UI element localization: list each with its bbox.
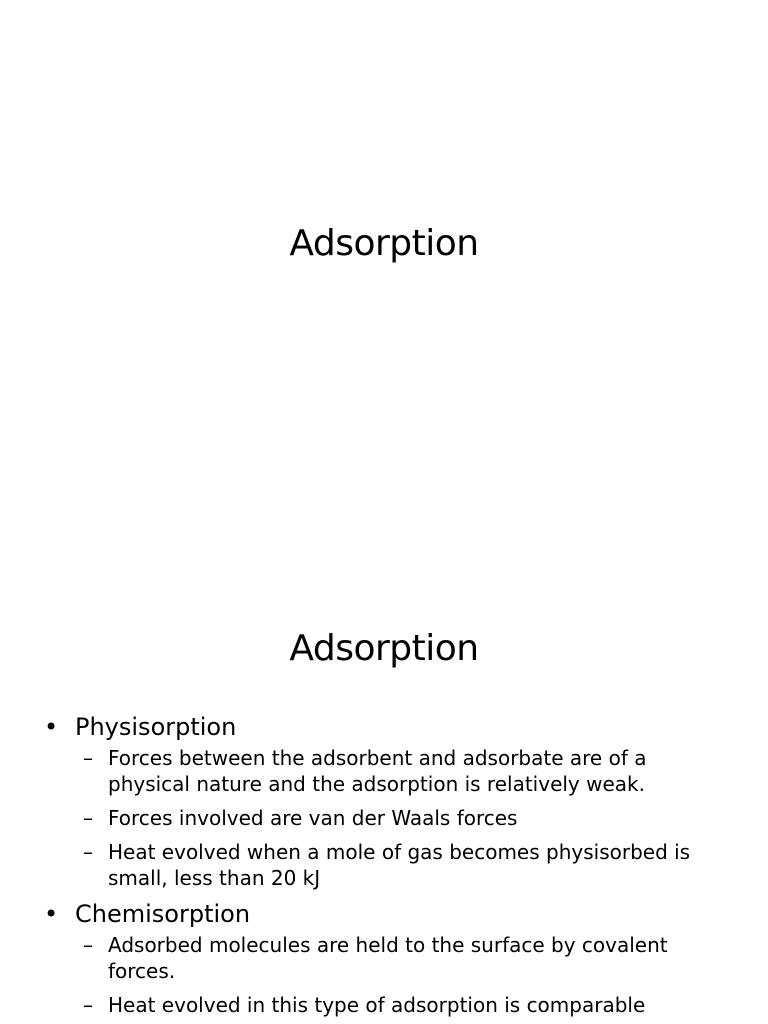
sub-bullet-text: Heat evolved when a mole of gas becomes physisorbed is small, less than 20 kJ xyxy=(108,840,691,890)
content-slide xyxy=(0,576,768,1024)
sub-bullet xyxy=(0,839,768,891)
sub-bullet-list xyxy=(75,745,768,891)
sub-bullet-list xyxy=(75,932,768,1018)
bullet-icon: • xyxy=(44,713,59,741)
bullet-chemisorption xyxy=(0,899,768,1018)
sub-bullet xyxy=(0,932,768,984)
bullet-physisorption xyxy=(0,712,768,891)
dash-icon: – xyxy=(83,933,93,957)
sub-bullet xyxy=(0,805,768,831)
sub-bullet-text: Adsorbed molecules are held to the surface by covalent forces. xyxy=(108,933,668,983)
sub-bullet-text: Forces between the adsorbent and adsorbate are of a physical nature and the adsorption is relatively weak. xyxy=(108,746,647,796)
sub-bullet-text: Heat evolved in this type of adsorption is comparable xyxy=(108,993,646,1017)
dash-icon: – xyxy=(83,806,93,830)
bullet-icon: • xyxy=(44,900,59,928)
bullet-list xyxy=(0,712,768,1024)
sub-bullet xyxy=(0,992,768,1018)
slide-title: Adsorption xyxy=(289,223,479,264)
sub-bullet-text: Forces involved are van der Waals forces xyxy=(108,806,518,830)
dash-icon: – xyxy=(83,746,93,770)
sub-bullet xyxy=(0,745,768,797)
bullet-label: Chemisorption xyxy=(75,900,251,928)
slide-title: Adsorption xyxy=(289,628,479,669)
dash-icon: – xyxy=(83,840,93,864)
dash-icon: – xyxy=(83,993,93,1017)
bullet-label: Physisorption xyxy=(75,713,237,741)
